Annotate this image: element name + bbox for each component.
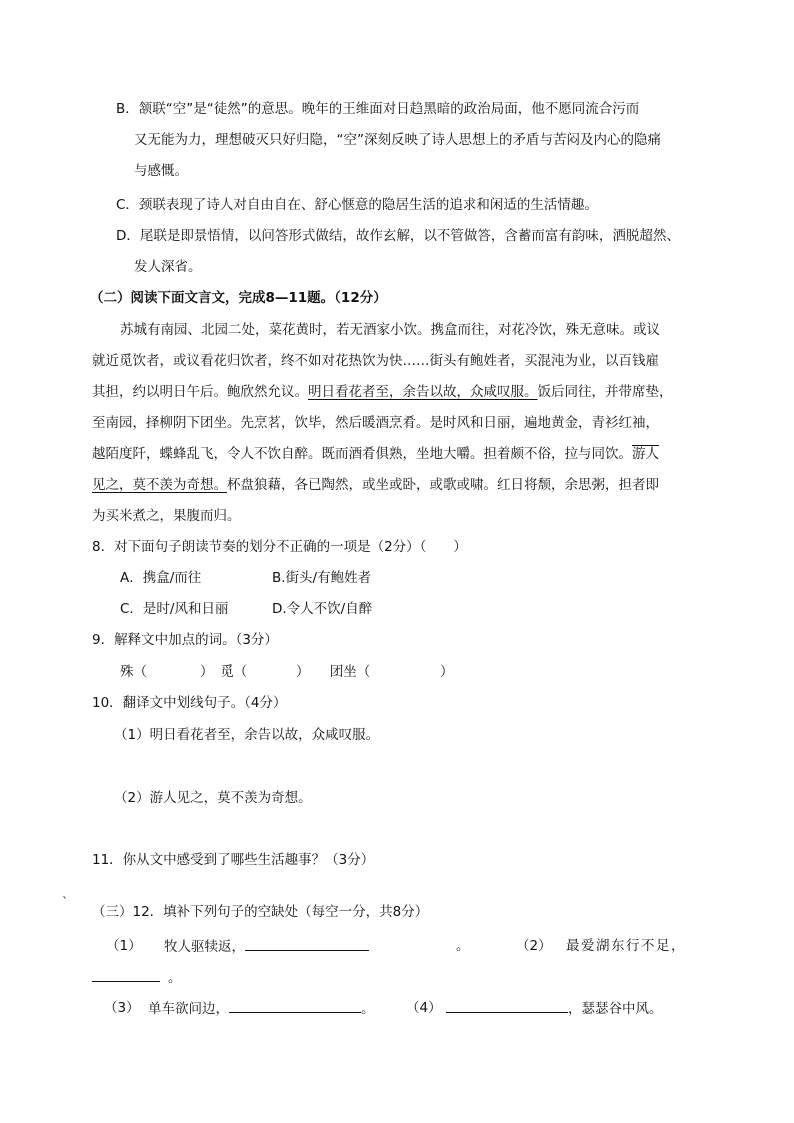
q8-option-d: D.令人不饮/自醉 [272,601,373,617]
q8-stem: 8．对下面句子朗读节奏的划分不正确的一项是（2分）（ ） [92,539,467,555]
passage-line1: 苏城有南园、北园二处，菜花黄时，若无酒家小饮。携盒而往，对花冷饮，殊无意味。或议 [120,322,660,338]
fill-blank-4[interactable] [446,998,568,1013]
fill-item-3-end: 。 [361,1001,375,1017]
q10-sentence-1: （1）明日看花者至，余告以故，众咸叹服。 [114,727,380,743]
q8-option-b: B.街头/有鲍姓者 [272,570,372,586]
passage-line6 [92,475,659,495]
section2-heading: （二）阅读下面文言文，完成8—11题。（12分） [90,290,387,306]
passage-line2: 就近觅饮者，或议看花归饮者，终不如对花热饮为快……街头有鲍姓者，买混沌为业，以百钱雇 [92,353,659,369]
passage-line6-rest: 杯盘狼藉，各已陶然，或坐或卧，或歌或啸。红日将颓，余思粥，担者即 [227,477,659,493]
passage-line5-start: 越陌度阡，蝶蜂乱飞，令人不饮自醉。既而酒肴俱熟，坐地大嚼。担着颇不俗，拉与同饮。 [92,446,632,462]
option-d-line1: D．尾联是即景悟情，以问答形式做结，故作玄解，以不管做答，含蓄而富有韵味，洒脱超然、 [116,228,680,244]
passage-line3 [92,382,673,402]
fill-blank-2[interactable] [92,967,160,982]
q9-close: ） [440,664,454,680]
fill-item-2-text: 最爱湖东行不足， [566,938,686,954]
q9-word-mi: ） 觅（ [200,664,248,680]
fill-item-3 [148,998,375,1019]
fill-item-4 [446,998,663,1019]
q11-stem: 11．你从文中感受到了哪些生活趣事？（3分） [92,852,375,868]
passage-line3-start: 其担，约以明日午后。鲍欣然允议。 [92,384,308,400]
fill-item-4-end: ，瑟瑟谷中风。 [568,1001,663,1017]
fill-item-1-num: （1） [106,938,142,954]
passage-line3-end: 饭后同往，并带席垫， [537,384,673,400]
fill-blank-3[interactable] [229,998,361,1013]
q10-sentence-2: （2）游人见之，莫不羡为奇想。 [114,790,312,806]
q9-word-tuanzuo: ） 团坐（ [296,664,371,680]
passage-line4: 至南园，择柳阴下团坐。先烹茗，饮毕，然后暖酒烹肴。是时风和日丽，遍地黄金，青衫红袖， [92,415,659,431]
stray-mark: ` [62,895,68,909]
q9-stem: 9．解释文中加点的词。（3分） [92,632,278,648]
fill-item-3-text: 单车欲问边， [148,1001,229,1017]
option-b-line2: 又无能为力，理想破灭只好归隐，“空”深刻反映了诗人思想上的矛盾与苦闷及内心的隐痛 [134,132,661,148]
fill-item-1-end: 。 [456,938,470,954]
underlined-sentence-2-start: 游人 [632,446,659,462]
option-b-line3: 与感慨。 [134,163,188,179]
fill-item-2-cont [92,967,182,988]
passage-line5 [92,444,659,464]
fill-blank-1[interactable] [245,936,369,951]
underlined-sentence-2-end: 见之，莫不羡为奇想。 [92,477,227,493]
section3-heading: （三）12．填补下列句子的空缺处（每空一分，共8分） [92,904,429,920]
q9-word-shu: 殊（ [120,664,147,680]
fill-item-4-num: （4） [406,1000,442,1016]
option-d-line2: 发人深省。 [134,259,202,275]
fill-item-1 [164,936,369,957]
option-c: C．颈联表现了诗人对自由自在、舒心惬意的隐居生活的追求和闲适的生活情趣。 [116,197,598,213]
fill-item-3-num: （3） [104,1000,140,1016]
fill-item-2-num: （2） [516,938,552,954]
fill-item-1-text: 牧人驱犊返， [164,939,245,955]
q8-option-a: A．携盒/而往 [120,570,202,586]
passage-line7: 为买米煮之，果腹而归。 [92,508,241,524]
q10-stem: 10．翻译文中划线句子。（4分） [92,695,287,711]
q8-option-c: C．是时/风和日丽 [120,601,229,617]
fill-item-2-end: 。 [168,970,182,986]
underlined-sentence-1: 明日看花者至，余告以故，众咸叹服。 [308,384,538,400]
option-b-line1: B．颔联“空”是“徒然”的意思。晚年的王维面对日趋黑暗的政治局面，他不愿同流合污而 [116,101,640,117]
